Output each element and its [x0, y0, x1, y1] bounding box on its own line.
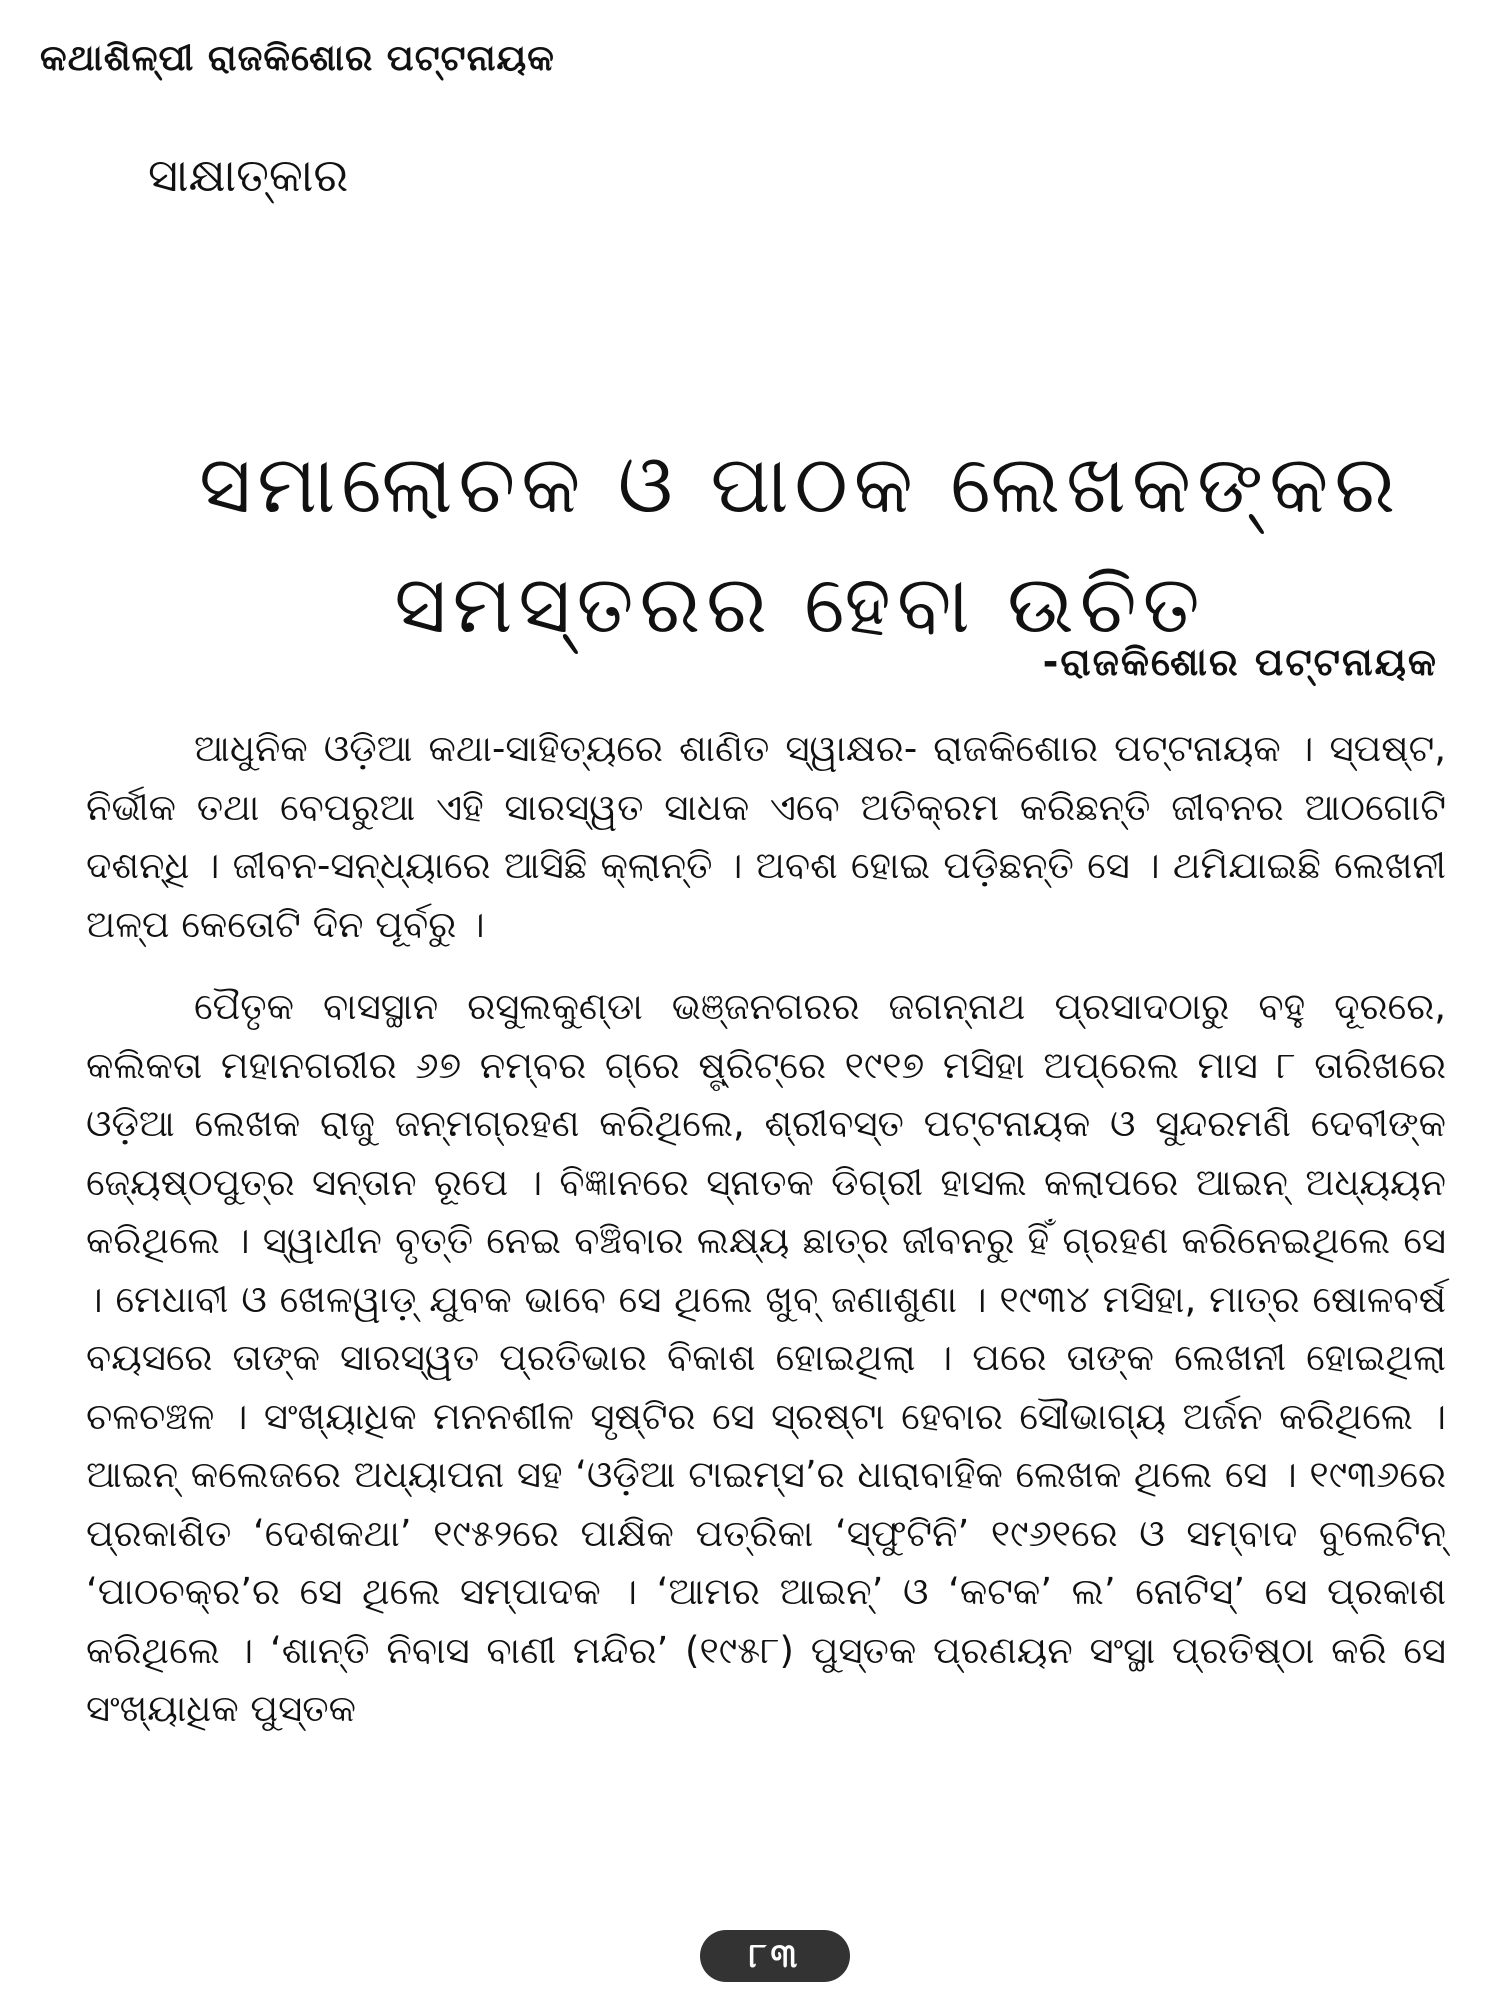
- title-line-1: ସମାଲୋଚକ ଓ ପାଠକ ଲେଖକଙ୍କର: [199, 438, 1401, 531]
- running-head: କଥାଶିଳ୍ପୀ ରାଜକିଶୋର ପଟ୍ଟନାୟକ: [40, 38, 555, 79]
- page-number-badge: ୮୩: [700, 1930, 850, 1982]
- title-line-2: ସମସ୍ତରର ହେବା ଉଚିତ: [394, 558, 1206, 651]
- section-label: ସାକ୍ଷାତ୍‌କାର: [148, 148, 349, 202]
- article-title: [150, 425, 1450, 665]
- article-body: [86, 720, 1446, 1763]
- author-byline: -ରାଜକିଶୋର ପଟ୍ଟନାୟକ: [1042, 640, 1438, 684]
- paragraph-1: ଆଧୁନିକ ଓଡ଼ିଆ କଥା-ସାହିତ୍ୟରେ ଶାଣିତ ସ୍ୱାକ୍ଷର- ରାଜକିଶୋର ପଟ୍ଟନାୟକ । ସ୍ପଷ୍ଟ, ନିର୍ଭୀକ ତଥା ବେପରୁଆ ଏହି ସାରସ୍ୱତ ସାଧକ ଏବେ ଅତିକ୍ରମ କରିଛନ୍ତି ଜୀବନର ଆଠଗୋଟି ଦଶନ୍ଧି । ଜୀବନ-ସନ୍ଧ୍ୟାରେ ଆସିଛି କ୍ଲାନ୍ତି । ଅବଶ ହୋଇ ପଡ଼ିଛନ୍ତି ସେ । ଥମିଯାଇଛି ଲେଖନୀ ଅଳ୍ପ କେତୋଟି ଦିନ ପୂର୍ବରୁ ।: [86, 727, 1446, 946]
- paragraph-2: ପୈତୃକ ବାସସ୍ଥାନ ରସୁଲକୁଣ୍ଡା ଭଞ୍ଜନଗରର ଜଗନ୍ନାଥ ପ୍ରସାଦଠାରୁ ବହୁ ଦୂରରେ, କଲିକତା ମହାନଗରୀର ୬୭ ନମ୍ବର ଗ୍ରେ ଷ୍ଟ୍ରିଟ୍‌ରେ ୧୯୧୭ ମସିହା ଅପ୍ରେଲ ମାସ ୮ ତାରିଖରେ ଓଡ଼ିଆ ଲେଖକ ରାଜୁ ଜନ୍ମଗ୍ରହଣ କରିଥିଲେ, ଶ୍ରୀବସ୍ତ ପଟ୍ଟନାୟକ ଓ ସୁନ୍ଦରମଣି ଦେବୀଙ୍କ ଜ୍ୟେଷ୍ଠପୁତ୍ର ସନ୍ତାନ ରୂପେ । ବିଜ୍ଞାନରେ ସ୍ନାତକ ଡିଗ୍ରୀ ହାସଲ କଲାପରେ ଆଇନ୍ ଅଧ୍ୟୟନ କରିଥିଲେ । ସ୍ୱାଧୀନ ବୃତ୍ତି ନେଇ ବଞ୍ଚିବାର ଲକ୍ଷ୍ୟ ଛାତ୍ର ଜୀବନରୁ ହିଁ ଗ୍ରହଣ କରିନେଇଥିଲେ ସେ । ମେଧାବୀ ଓ ଖେଳୱାଡ଼୍ ଯୁବକ ଭାବେ ସେ ଥିଲେ ଖୁବ୍ ଜଣାଶୁଣା । ୧୯୩୪ ମସିହା, ମାତ୍ର ଷୋଳବର୍ଷ ବୟସରେ ତାଙ୍କ ସାରସ୍ୱତ ପ୍ରତିଭାର ବିକାଶ ହୋଇଥିଲା । ପରେ ତାଙ୍କ ଲେଖନୀ ହୋଇଥିଲା ଚଳଚଞ୍ଚଳ । ସଂଖ୍ୟାଧିକ ମନନଶୀଳ ସୃଷ୍ଟିର ସେ ସ୍ରଷ୍ଟା ହେବାର ସୌଭାଗ୍ୟ ଅର୍ଜନ କରିଥିଲେ । ଆଇନ୍ କଲେଜରେ ଅଧ୍ୟାପନା ସହ ‘ଓଡ଼ିଆ ଟାଇମ୍‌ସ’ର ଧାରାବାହିକ ଲେଖକ ଥିଲେ ସେ । ୧୯୩୬ରେ ପ୍ରକାଶିତ ‘ଦେଶକଥା’ ୧୯୫୨ରେ ପାକ୍ଷିକ ପତ୍ରିକା ‘ସ୍ଫୁଟିନି’ ୧୯୬୧ରେ ଓ ସମ୍ବାଦ ବୁଲେଟିନ୍ ‘ପାଠଚକ୍ର’ର ସେ ଥିଲେ ସମ୍ପାଦକ । ‘ଆମର ଆଇନ୍’ ଓ ‘କଟକ’ ଲ’ ନୋଟିସ୍’ ସେ ପ୍ରକାଶ କରିଥିଲେ । ‘ଶାନ୍ତି ନିବାସ ବାଣୀ ମନ୍ଦିର’ (୧୯୫୮) ପୁସ୍ତକ ପ୍ରଣୟନ ସଂସ୍ଥା ପ୍ରତିଷ୍ଠା କରି ସେ ସଂଖ୍ୟାଧିକ ପୁସ୍ତକ: [86, 985, 1446, 1730]
